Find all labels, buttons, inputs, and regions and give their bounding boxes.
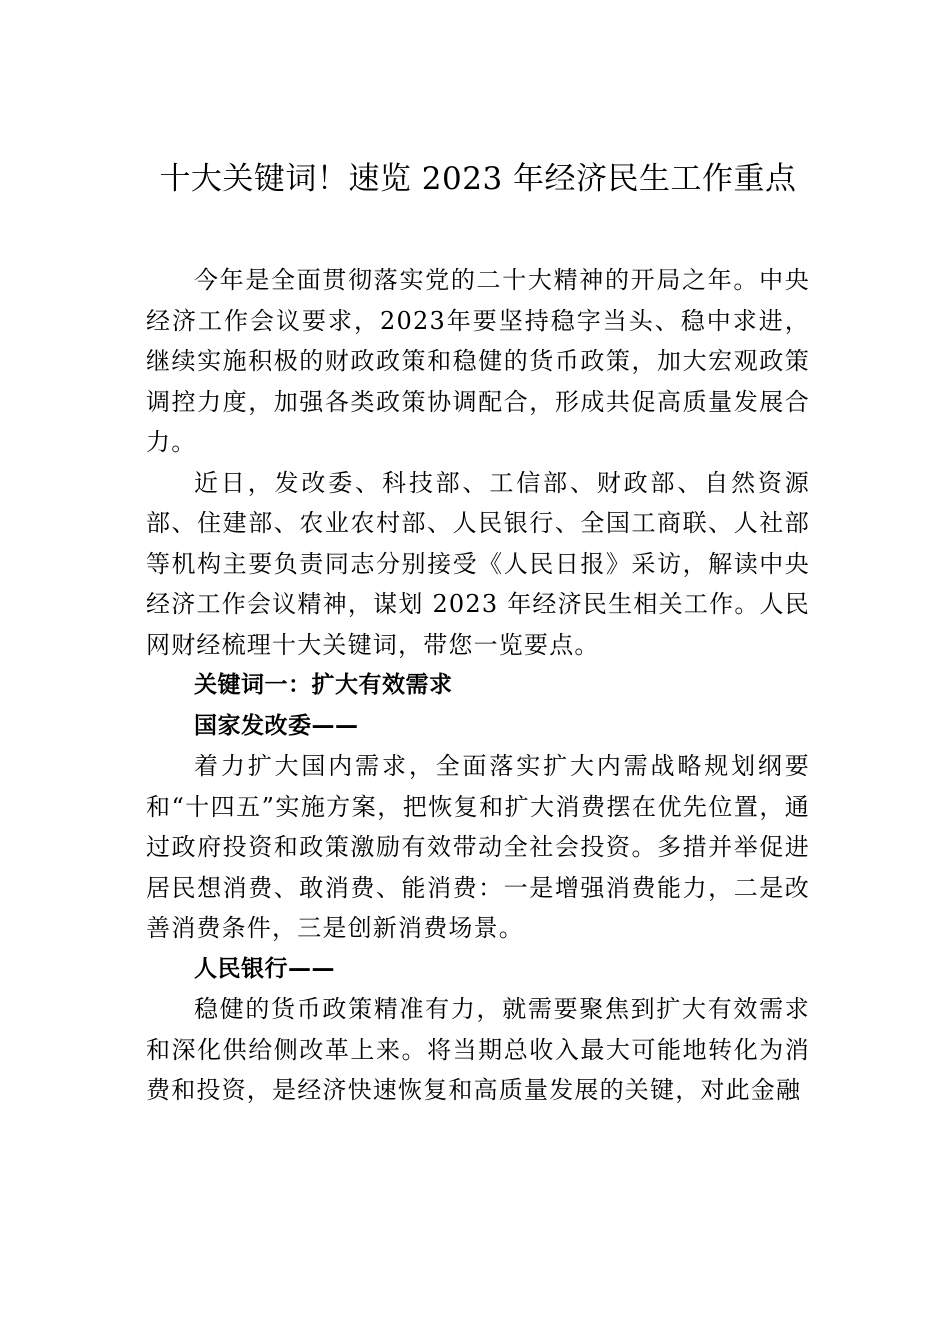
paragraph-pboc: 稳健的货币政策精准有力，就需要聚焦到扩大有效需求和深化供给侧改革上来。将当期总收入最大可能地转化为消费和投资，是经济快速恢复和高质量发展的关键，对此金融 (146, 995, 810, 1104)
paragraph-intro: 今年是全面贯彻落实党的二十大精神的开局之年。中央经济工作会议要求，2023年要坚持稳字当头、稳中求进，继续实施积极的财政政策和稳健的货币政策，加大宏观政策调控力度，加强各类政策协调配合，形成共促高质量发展合力。 (146, 266, 810, 456)
heading-pboc: 人民银行—— (194, 955, 335, 982)
document-page (146, 150, 810, 1111)
document-body (146, 260, 810, 1111)
heading-ndrc: 国家发改委—— (194, 712, 359, 739)
paragraph-ndrc: 着力扩大国内需求，全面落实扩大内需战略规划纲要和“十四五”实施方案，把恢复和扩大消费摆在优先位置，通过政府投资和政策激励有效带动全社会投资。多措并举促进居民想消费、敢消费、能消费：一是增强消费能力，二是改善消费条件，三是创新消费场景。 (146, 752, 810, 942)
paragraph-background: 近日，发改委、科技部、工信部、财政部、自然资源部、住建部、农业农村部、人民银行、全国工商联、人社部等机构主要负责同志分别接受《人民日报》采访，解读中央经济工作会议精神，谋划 2023 年经济民生相关工作。人民网财经梳理十大关键词，带您一览要点。 (146, 468, 810, 659)
heading-keyword-one: 关键词一：扩大有效需求 (194, 672, 453, 698)
document-title: 十大关键词！速览 2023 年经济民生工作重点 (159, 161, 797, 197)
